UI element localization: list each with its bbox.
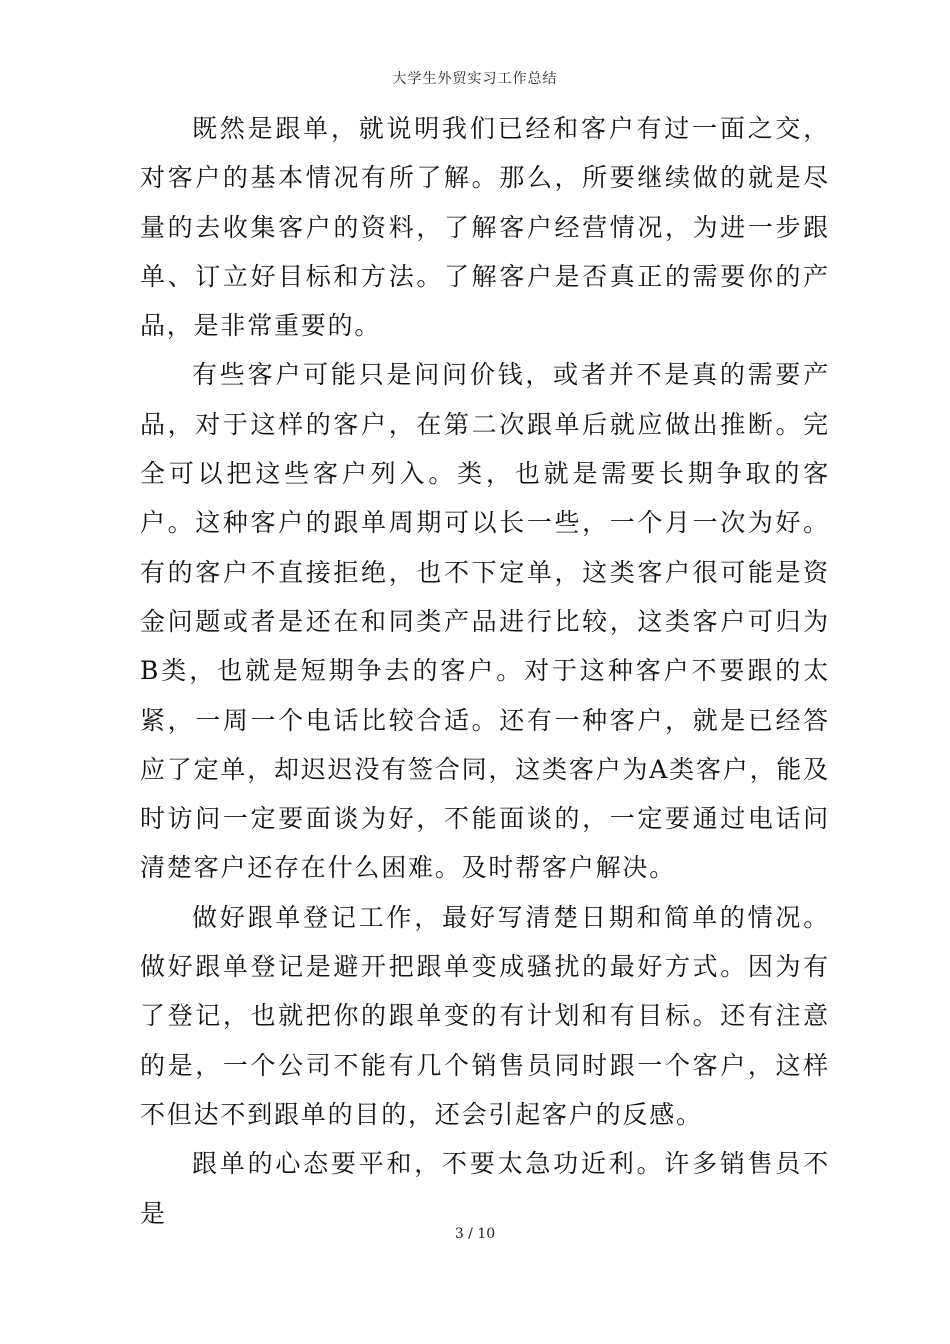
paragraph-1: 既然是跟单，就说明我们已经和客户有过一面之交，对客户的基本情况有所了解。那么，所要继续做的就是尽量的去收集客户的资料，了解客户经营情况，为进一步跟单、订立好目标和方法。了解客户是否真正的需要你的产品，是非常重要的。 xyxy=(140,114,830,341)
running-header: 大学生外贸实习工作总结 xyxy=(392,71,558,87)
paragraph-4: 跟单的心态要平和，不要太急功近利。许多销售员不是 xyxy=(140,1149,830,1228)
paragraph-2: 有些客户可能只是问问价钱，或者并不是真的需要产品，对于这样的客户，在第二次跟单后就应做出推断。完全可以把这些客户列入。类，也就是需要长期争取的客户。这种客户的跟单周期可以长一些，一个月一次为好。有的客户不直接拒绝，也不下定单，这类客户很可能是资金问题或者是还在和同类产品进行比较，这类客户可归为B类，也就是短期争去的客户。对于这种客户不要跟的太紧，一周一个电话比较合适。还有一种客户，就是已经答应了定单，却迟迟没有签合同，这类客户为A类客户，能及时访问一定要面谈为好，不能面谈的，一定要通过电话问清楚客户还存在什么困难。及时帮客户解决。 xyxy=(140,360,830,883)
body-text xyxy=(140,104,830,1238)
page-number: 3 / 10 xyxy=(454,1226,496,1242)
paragraph-3: 做好跟单登记工作，最好写清楚日期和简单的情况。做好跟单登记是避开把跟单变成骚扰的最好方式。因为有了登记，也就把你的跟单变的有计划和有目标。还有注意的是，一个公司不能有几个销售员同时跟一个客户，这样不但达不到跟单的目的，还会引起客户的反感。 xyxy=(140,902,830,1129)
